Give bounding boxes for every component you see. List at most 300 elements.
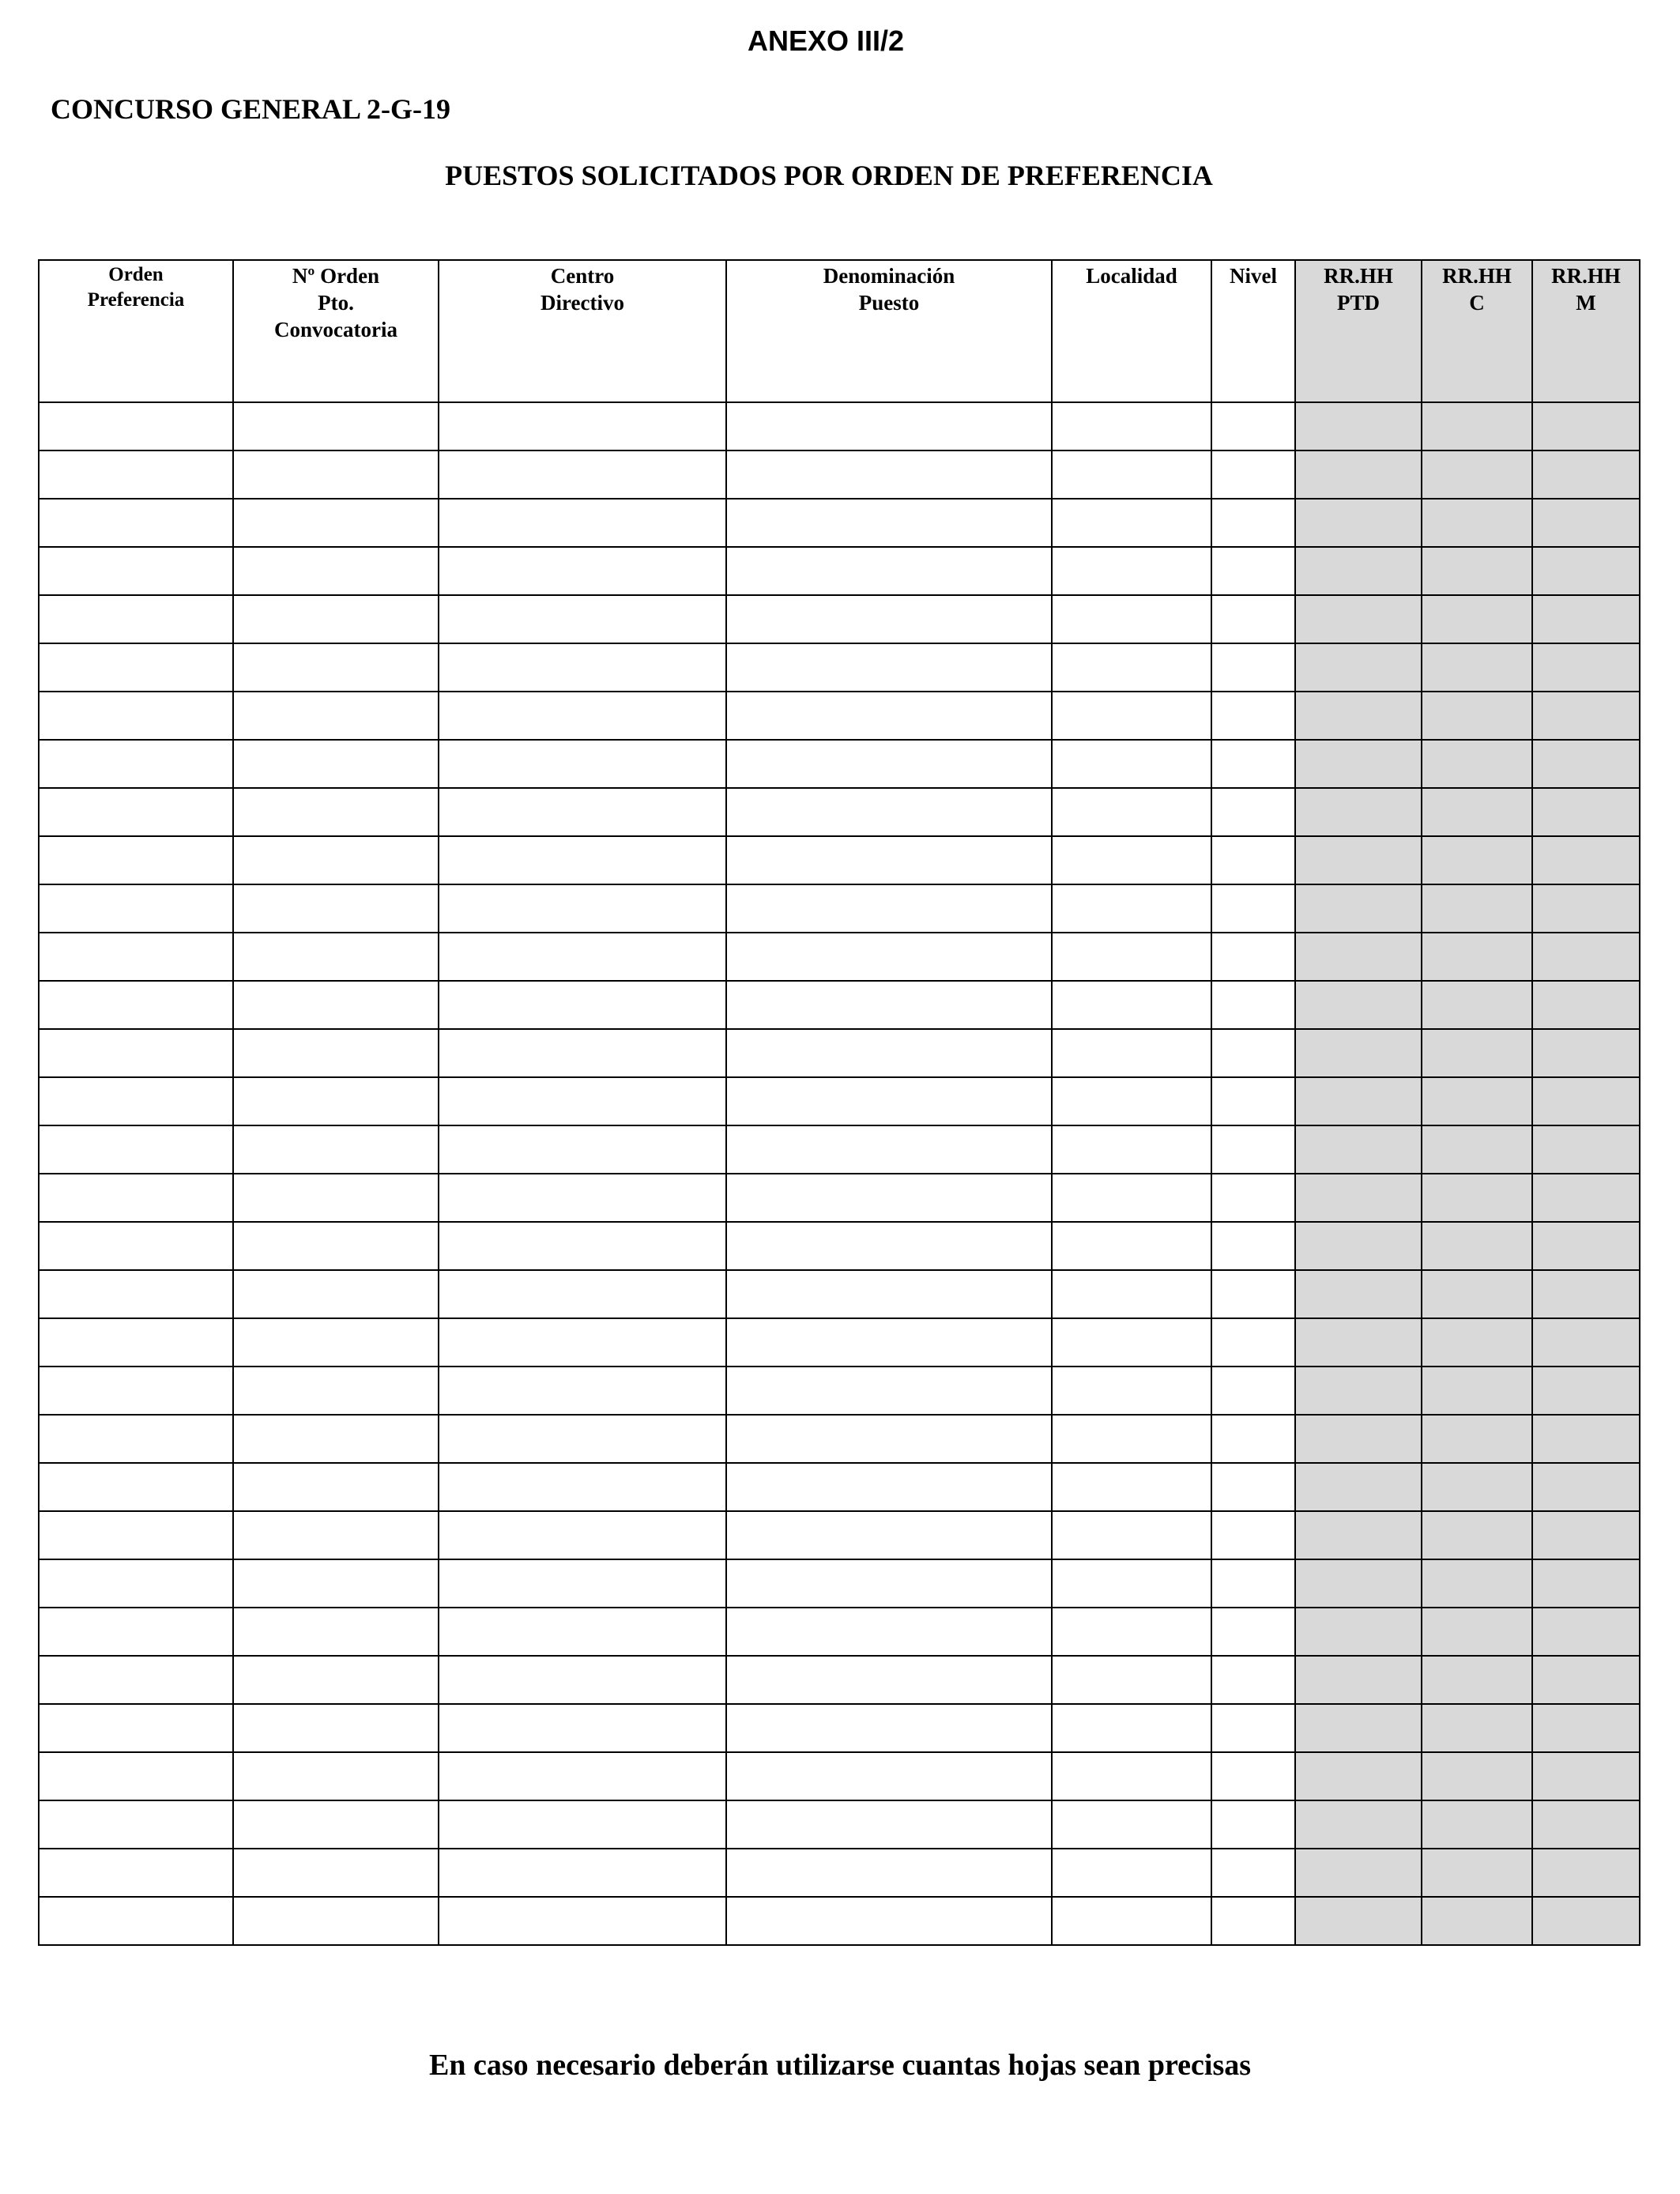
cell-orden-preferencia[interactable]: [39, 595, 233, 643]
cell-rrhh-ptd[interactable]: [1295, 1608, 1422, 1656]
cell-localidad[interactable]: [1052, 1367, 1211, 1415]
cell-localidad[interactable]: [1052, 402, 1211, 450]
cell-localidad[interactable]: [1052, 740, 1211, 788]
cell-localidad[interactable]: [1052, 981, 1211, 1029]
cell-orden-preferencia[interactable]: [39, 1511, 233, 1559]
cell-denominacion-puesto[interactable]: [726, 1318, 1052, 1367]
cell-denominacion-puesto[interactable]: [726, 595, 1052, 643]
cell-nivel[interactable]: [1211, 450, 1295, 499]
cell-rrhh-ptd[interactable]: [1295, 1125, 1422, 1174]
cell-rrhh-ptd[interactable]: [1295, 788, 1422, 836]
cell-rrhh-m[interactable]: [1532, 1897, 1640, 1945]
cell-rrhh-m[interactable]: [1532, 1318, 1640, 1367]
cell-rrhh-m[interactable]: [1532, 1608, 1640, 1656]
cell-rrhh-c[interactable]: [1422, 1752, 1532, 1800]
cell-centro-directivo[interactable]: [439, 595, 726, 643]
cell-orden-preferencia[interactable]: [39, 1849, 233, 1897]
cell-centro-directivo[interactable]: [439, 1318, 726, 1367]
cell-orden-preferencia[interactable]: [39, 1367, 233, 1415]
column-header-denominacion-puesto: Denominación Puesto: [726, 260, 1052, 402]
cell-localidad[interactable]: [1052, 788, 1211, 836]
cell-numero-orden[interactable]: [233, 1029, 439, 1077]
cell-denominacion-puesto[interactable]: [726, 1656, 1052, 1704]
cell-nivel[interactable]: [1211, 1752, 1295, 1800]
cell-rrhh-ptd[interactable]: [1295, 1800, 1422, 1849]
cell-rrhh-c[interactable]: [1422, 740, 1532, 788]
cell-orden-preferencia[interactable]: [39, 643, 233, 692]
cell-rrhh-m[interactable]: [1532, 933, 1640, 981]
cell-nivel[interactable]: [1211, 1897, 1295, 1945]
cell-denominacion-puesto[interactable]: [726, 1800, 1052, 1849]
table-row: [39, 1752, 1640, 1800]
cell-rrhh-ptd[interactable]: [1295, 402, 1422, 450]
cell-rrhh-m[interactable]: [1532, 1222, 1640, 1270]
cell-rrhh-c[interactable]: [1422, 933, 1532, 981]
cell-localidad[interactable]: [1052, 450, 1211, 499]
cell-orden-preferencia[interactable]: [39, 692, 233, 740]
cell-rrhh-ptd[interactable]: [1295, 1752, 1422, 1800]
cell-denominacion-puesto[interactable]: [726, 1125, 1052, 1174]
cell-rrhh-ptd[interactable]: [1295, 1077, 1422, 1125]
cell-centro-directivo[interactable]: [439, 1367, 726, 1415]
cell-localidad[interactable]: [1052, 547, 1211, 595]
cell-numero-orden[interactable]: [233, 1463, 439, 1511]
cell-centro-directivo[interactable]: [439, 933, 726, 981]
cell-centro-directivo[interactable]: [439, 1897, 726, 1945]
cell-denominacion-puesto[interactable]: [726, 1415, 1052, 1463]
cell-rrhh-ptd[interactable]: [1295, 643, 1422, 692]
cell-orden-preferencia[interactable]: [39, 884, 233, 933]
cell-denominacion-puesto[interactable]: [726, 692, 1052, 740]
cell-centro-directivo[interactable]: [439, 547, 726, 595]
cell-nivel[interactable]: [1211, 788, 1295, 836]
cell-localidad[interactable]: [1052, 836, 1211, 884]
cell-centro-directivo[interactable]: [439, 1125, 726, 1174]
cell-rrhh-c[interactable]: [1422, 1800, 1532, 1849]
cell-rrhh-m[interactable]: [1532, 643, 1640, 692]
cell-localidad[interactable]: [1052, 1800, 1211, 1849]
cell-nivel[interactable]: [1211, 499, 1295, 547]
cell-localidad[interactable]: [1052, 1656, 1211, 1704]
cell-centro-directivo[interactable]: [439, 1559, 726, 1608]
cell-numero-orden[interactable]: [233, 643, 439, 692]
cell-orden-preferencia[interactable]: [39, 1897, 233, 1945]
cell-localidad[interactable]: [1052, 1849, 1211, 1897]
cell-nivel[interactable]: [1211, 643, 1295, 692]
cell-orden-preferencia[interactable]: [39, 1222, 233, 1270]
cell-orden-preferencia[interactable]: [39, 1415, 233, 1463]
cell-rrhh-m[interactable]: [1532, 1367, 1640, 1415]
cell-centro-directivo[interactable]: [439, 1415, 726, 1463]
cell-rrhh-ptd[interactable]: [1295, 981, 1422, 1029]
cell-centro-directivo[interactable]: [439, 740, 726, 788]
cell-rrhh-m[interactable]: [1532, 1270, 1640, 1318]
cell-orden-preferencia[interactable]: [39, 1174, 233, 1222]
cell-rrhh-m[interactable]: [1532, 547, 1640, 595]
cell-denominacion-puesto[interactable]: [726, 788, 1052, 836]
cell-rrhh-c[interactable]: [1422, 884, 1532, 933]
cell-nivel[interactable]: [1211, 981, 1295, 1029]
cell-rrhh-c[interactable]: [1422, 450, 1532, 499]
cell-denominacion-puesto[interactable]: [726, 1608, 1052, 1656]
cell-nivel[interactable]: [1211, 884, 1295, 933]
cell-localidad[interactable]: [1052, 595, 1211, 643]
cell-localidad[interactable]: [1052, 1174, 1211, 1222]
cell-centro-directivo[interactable]: [439, 1222, 726, 1270]
cell-localidad[interactable]: [1052, 643, 1211, 692]
cell-numero-orden[interactable]: [233, 1415, 439, 1463]
cell-rrhh-m[interactable]: [1532, 1077, 1640, 1125]
cell-nivel[interactable]: [1211, 1125, 1295, 1174]
cell-denominacion-puesto[interactable]: [726, 740, 1052, 788]
table-row: [39, 1029, 1640, 1077]
cell-denominacion-puesto[interactable]: [726, 1752, 1052, 1800]
cell-rrhh-c[interactable]: [1422, 1559, 1532, 1608]
cell-rrhh-c[interactable]: [1422, 643, 1532, 692]
cell-denominacion-puesto[interactable]: [726, 1222, 1052, 1270]
cell-rrhh-ptd[interactable]: [1295, 1318, 1422, 1367]
cell-denominacion-puesto[interactable]: [726, 1077, 1052, 1125]
cell-rrhh-c[interactable]: [1422, 499, 1532, 547]
cell-rrhh-ptd[interactable]: [1295, 1511, 1422, 1559]
cell-denominacion-puesto[interactable]: [726, 981, 1052, 1029]
cell-rrhh-c[interactable]: [1422, 836, 1532, 884]
cell-localidad[interactable]: [1052, 692, 1211, 740]
cell-denominacion-puesto[interactable]: [726, 1463, 1052, 1511]
cell-nivel[interactable]: [1211, 836, 1295, 884]
cell-rrhh-c[interactable]: [1422, 1849, 1532, 1897]
cell-denominacion-puesto[interactable]: [726, 1559, 1052, 1608]
cell-localidad[interactable]: [1052, 1077, 1211, 1125]
cell-orden-preferencia[interactable]: [39, 1077, 233, 1125]
cell-centro-directivo[interactable]: [439, 1174, 726, 1222]
cell-nivel[interactable]: [1211, 1559, 1295, 1608]
cell-denominacion-puesto[interactable]: [726, 643, 1052, 692]
cell-centro-directivo[interactable]: [439, 981, 726, 1029]
cell-centro-directivo[interactable]: [439, 836, 726, 884]
cell-localidad[interactable]: [1052, 1029, 1211, 1077]
cell-denominacion-puesto[interactable]: [726, 1029, 1052, 1077]
cell-numero-orden[interactable]: [233, 1077, 439, 1125]
cell-localidad[interactable]: [1052, 1897, 1211, 1945]
cell-rrhh-ptd[interactable]: [1295, 450, 1422, 499]
cell-denominacion-puesto[interactable]: [726, 1849, 1052, 1897]
cell-orden-preferencia[interactable]: [39, 1125, 233, 1174]
cell-denominacion-puesto[interactable]: [726, 1367, 1052, 1415]
cell-localidad[interactable]: [1052, 1511, 1211, 1559]
cell-rrhh-m[interactable]: [1532, 836, 1640, 884]
cell-numero-orden[interactable]: [233, 1752, 439, 1800]
cell-rrhh-ptd[interactable]: [1295, 1849, 1422, 1897]
cell-denominacion-puesto[interactable]: [726, 1174, 1052, 1222]
cell-orden-preferencia[interactable]: [39, 1270, 233, 1318]
cell-localidad[interactable]: [1052, 1222, 1211, 1270]
cell-denominacion-puesto[interactable]: [726, 1270, 1052, 1318]
cell-rrhh-ptd[interactable]: [1295, 1174, 1422, 1222]
cell-numero-orden[interactable]: [233, 836, 439, 884]
cell-numero-orden[interactable]: [233, 1559, 439, 1608]
cell-denominacion-puesto[interactable]: [726, 450, 1052, 499]
cell-orden-preferencia[interactable]: [39, 450, 233, 499]
cell-numero-orden[interactable]: [233, 692, 439, 740]
cell-rrhh-m[interactable]: [1532, 595, 1640, 643]
cell-denominacion-puesto[interactable]: [726, 933, 1052, 981]
cell-orden-preferencia[interactable]: [39, 1704, 233, 1752]
cell-rrhh-c[interactable]: [1422, 1463, 1532, 1511]
cell-numero-orden[interactable]: [233, 1511, 439, 1559]
cell-rrhh-ptd[interactable]: [1295, 884, 1422, 933]
cell-rrhh-c[interactable]: [1422, 1318, 1532, 1367]
cell-rrhh-ptd[interactable]: [1295, 1897, 1422, 1945]
cell-rrhh-c[interactable]: [1422, 1608, 1532, 1656]
cell-nivel[interactable]: [1211, 1849, 1295, 1897]
cell-rrhh-c[interactable]: [1422, 1897, 1532, 1945]
table-row: [39, 1222, 1640, 1270]
cell-rrhh-c[interactable]: [1422, 1270, 1532, 1318]
cell-localidad[interactable]: [1052, 1125, 1211, 1174]
cell-numero-orden[interactable]: [233, 933, 439, 981]
cell-orden-preferencia[interactable]: [39, 1318, 233, 1367]
cell-denominacion-puesto[interactable]: [726, 547, 1052, 595]
cell-nivel[interactable]: [1211, 1800, 1295, 1849]
cell-nivel[interactable]: [1211, 1222, 1295, 1270]
cell-orden-preferencia[interactable]: [39, 788, 233, 836]
cell-rrhh-m[interactable]: [1532, 1752, 1640, 1800]
cell-rrhh-m[interactable]: [1532, 884, 1640, 933]
cell-rrhh-m[interactable]: [1532, 1174, 1640, 1222]
cell-numero-orden[interactable]: [233, 1800, 439, 1849]
cell-numero-orden[interactable]: [233, 1367, 439, 1415]
cell-numero-orden[interactable]: [233, 1318, 439, 1367]
cell-rrhh-ptd[interactable]: [1295, 1559, 1422, 1608]
cell-rrhh-m[interactable]: [1532, 788, 1640, 836]
cell-localidad[interactable]: [1052, 1318, 1211, 1367]
cell-centro-directivo[interactable]: [439, 692, 726, 740]
cell-rrhh-ptd[interactable]: [1295, 1415, 1422, 1463]
cell-orden-preferencia[interactable]: [39, 740, 233, 788]
cell-orden-preferencia[interactable]: [39, 1559, 233, 1608]
cell-rrhh-ptd[interactable]: [1295, 933, 1422, 981]
cell-numero-orden[interactable]: [233, 1608, 439, 1656]
cell-nivel[interactable]: [1211, 740, 1295, 788]
cell-denominacion-puesto[interactable]: [726, 1704, 1052, 1752]
cell-rrhh-c[interactable]: [1422, 547, 1532, 595]
cell-rrhh-c[interactable]: [1422, 1174, 1532, 1222]
column-header-rrhh-ptd: RR.HH PTD: [1295, 260, 1422, 402]
cell-centro-directivo[interactable]: [439, 1029, 726, 1077]
cell-orden-preferencia[interactable]: [39, 499, 233, 547]
cell-rrhh-c[interactable]: [1422, 1511, 1532, 1559]
cell-rrhh-c[interactable]: [1422, 1125, 1532, 1174]
cell-numero-orden[interactable]: [233, 788, 439, 836]
cell-orden-preferencia[interactable]: [39, 836, 233, 884]
cell-numero-orden[interactable]: [233, 981, 439, 1029]
cell-rrhh-m[interactable]: [1532, 1511, 1640, 1559]
cell-centro-directivo[interactable]: [439, 1656, 726, 1704]
cell-rrhh-c[interactable]: [1422, 595, 1532, 643]
cell-nivel[interactable]: [1211, 1270, 1295, 1318]
cell-rrhh-c[interactable]: [1422, 1222, 1532, 1270]
cell-localidad[interactable]: [1052, 933, 1211, 981]
cell-rrhh-m[interactable]: [1532, 1559, 1640, 1608]
cell-rrhh-c[interactable]: [1422, 1029, 1532, 1077]
cell-rrhh-ptd[interactable]: [1295, 1367, 1422, 1415]
cell-nivel[interactable]: [1211, 1077, 1295, 1125]
cell-orden-preferencia[interactable]: [39, 547, 233, 595]
cell-rrhh-ptd[interactable]: [1295, 740, 1422, 788]
cell-rrhh-m[interactable]: [1532, 1704, 1640, 1752]
cell-numero-orden[interactable]: [233, 1849, 439, 1897]
cell-rrhh-c[interactable]: [1422, 1367, 1532, 1415]
cell-nivel[interactable]: [1211, 692, 1295, 740]
table-row: [39, 1608, 1640, 1656]
cell-numero-orden[interactable]: [233, 1222, 439, 1270]
cell-rrhh-c[interactable]: [1422, 981, 1532, 1029]
cell-rrhh-c[interactable]: [1422, 1077, 1532, 1125]
cell-nivel[interactable]: [1211, 1704, 1295, 1752]
cell-orden-preferencia[interactable]: [39, 1029, 233, 1077]
cell-rrhh-m[interactable]: [1532, 402, 1640, 450]
cell-nivel[interactable]: [1211, 1174, 1295, 1222]
cell-nivel[interactable]: [1211, 1463, 1295, 1511]
cell-centro-directivo[interactable]: [439, 1511, 726, 1559]
cell-denominacion-puesto[interactable]: [726, 884, 1052, 933]
cell-numero-orden[interactable]: [233, 1897, 439, 1945]
cell-denominacion-puesto[interactable]: [726, 1897, 1052, 1945]
cell-rrhh-m[interactable]: [1532, 450, 1640, 499]
cell-orden-preferencia[interactable]: [39, 1656, 233, 1704]
cell-rrhh-m[interactable]: [1532, 1415, 1640, 1463]
cell-numero-orden[interactable]: [233, 547, 439, 595]
cell-rrhh-m[interactable]: [1532, 1656, 1640, 1704]
cell-rrhh-m[interactable]: [1532, 1029, 1640, 1077]
cell-rrhh-ptd[interactable]: [1295, 692, 1422, 740]
cell-orden-preferencia[interactable]: [39, 402, 233, 450]
cell-centro-directivo[interactable]: [439, 884, 726, 933]
cell-rrhh-m[interactable]: [1532, 740, 1640, 788]
cell-rrhh-m[interactable]: [1532, 1800, 1640, 1849]
cell-centro-directivo[interactable]: [439, 1608, 726, 1656]
cell-numero-orden[interactable]: [233, 402, 439, 450]
cell-rrhh-c[interactable]: [1422, 402, 1532, 450]
table-row: [39, 788, 1640, 836]
cell-denominacion-puesto[interactable]: [726, 1511, 1052, 1559]
cell-centro-directivo[interactable]: [439, 1752, 726, 1800]
cell-numero-orden[interactable]: [233, 1704, 439, 1752]
cell-numero-orden[interactable]: [233, 499, 439, 547]
cell-localidad[interactable]: [1052, 1752, 1211, 1800]
cell-nivel[interactable]: [1211, 595, 1295, 643]
cell-nivel[interactable]: [1211, 1367, 1295, 1415]
cell-nivel[interactable]: [1211, 1608, 1295, 1656]
cell-nivel[interactable]: [1211, 547, 1295, 595]
cell-rrhh-c[interactable]: [1422, 1415, 1532, 1463]
cell-rrhh-m[interactable]: [1532, 981, 1640, 1029]
table-row: [39, 1270, 1640, 1318]
cell-centro-directivo[interactable]: [439, 1849, 726, 1897]
cell-numero-orden[interactable]: [233, 884, 439, 933]
cell-orden-preferencia[interactable]: [39, 933, 233, 981]
cell-rrhh-ptd[interactable]: [1295, 595, 1422, 643]
cell-numero-orden[interactable]: [233, 595, 439, 643]
cell-denominacion-puesto[interactable]: [726, 402, 1052, 450]
cell-rrhh-c[interactable]: [1422, 692, 1532, 740]
cell-centro-directivo[interactable]: [439, 1800, 726, 1849]
cell-orden-preferencia[interactable]: [39, 1800, 233, 1849]
cell-centro-directivo[interactable]: [439, 1704, 726, 1752]
cell-orden-preferencia[interactable]: [39, 1752, 233, 1800]
cell-centro-directivo[interactable]: [439, 788, 726, 836]
cell-rrhh-ptd[interactable]: [1295, 1222, 1422, 1270]
cell-rrhh-ptd[interactable]: [1295, 1270, 1422, 1318]
cell-centro-directivo[interactable]: [439, 402, 726, 450]
cell-centro-directivo[interactable]: [439, 450, 726, 499]
table-row: [39, 933, 1640, 981]
cell-localidad[interactable]: [1052, 1415, 1211, 1463]
cell-nivel[interactable]: [1211, 1656, 1295, 1704]
cell-denominacion-puesto[interactable]: [726, 499, 1052, 547]
cell-numero-orden[interactable]: [233, 1270, 439, 1318]
cell-nivel[interactable]: [1211, 933, 1295, 981]
cell-localidad[interactable]: [1052, 884, 1211, 933]
cell-centro-directivo[interactable]: [439, 499, 726, 547]
cell-nivel[interactable]: [1211, 1029, 1295, 1077]
cell-rrhh-m[interactable]: [1532, 1463, 1640, 1511]
cell-centro-directivo[interactable]: [439, 1077, 726, 1125]
cell-numero-orden[interactable]: [233, 1656, 439, 1704]
cell-rrhh-m[interactable]: [1532, 692, 1640, 740]
cell-localidad[interactable]: [1052, 1559, 1211, 1608]
cell-rrhh-c[interactable]: [1422, 788, 1532, 836]
cell-centro-directivo[interactable]: [439, 643, 726, 692]
cell-localidad[interactable]: [1052, 499, 1211, 547]
cell-centro-directivo[interactable]: [439, 1270, 726, 1318]
cell-rrhh-c[interactable]: [1422, 1656, 1532, 1704]
cell-centro-directivo[interactable]: [439, 1463, 726, 1511]
cell-nivel[interactable]: [1211, 402, 1295, 450]
cell-rrhh-ptd[interactable]: [1295, 836, 1422, 884]
cell-nivel[interactable]: [1211, 1415, 1295, 1463]
cell-rrhh-ptd[interactable]: [1295, 1704, 1422, 1752]
cell-numero-orden[interactable]: [233, 450, 439, 499]
cell-orden-preferencia[interactable]: [39, 981, 233, 1029]
cell-rrhh-c[interactable]: [1422, 1704, 1532, 1752]
cell-numero-orden[interactable]: [233, 740, 439, 788]
cell-rrhh-m[interactable]: [1532, 1125, 1640, 1174]
cell-numero-orden[interactable]: [233, 1125, 439, 1174]
cell-rrhh-ptd[interactable]: [1295, 1656, 1422, 1704]
cell-rrhh-ptd[interactable]: [1295, 547, 1422, 595]
cell-denominacion-puesto[interactable]: [726, 836, 1052, 884]
cell-localidad[interactable]: [1052, 1270, 1211, 1318]
cell-rrhh-ptd[interactable]: [1295, 499, 1422, 547]
cell-nivel[interactable]: [1211, 1318, 1295, 1367]
column-header-numero-orden: Nº Orden Pto. Convocatoria: [233, 260, 439, 402]
cell-rrhh-m[interactable]: [1532, 499, 1640, 547]
cell-orden-preferencia[interactable]: [39, 1608, 233, 1656]
cell-rrhh-ptd[interactable]: [1295, 1463, 1422, 1511]
cell-localidad[interactable]: [1052, 1608, 1211, 1656]
cell-rrhh-m[interactable]: [1532, 1849, 1640, 1897]
cell-localidad[interactable]: [1052, 1704, 1211, 1752]
cell-nivel[interactable]: [1211, 1511, 1295, 1559]
table-row: [39, 1463, 1640, 1511]
cell-numero-orden[interactable]: [233, 1174, 439, 1222]
table-row: [39, 450, 1640, 499]
cell-orden-preferencia[interactable]: [39, 1463, 233, 1511]
cell-rrhh-ptd[interactable]: [1295, 1029, 1422, 1077]
cell-localidad[interactable]: [1052, 1463, 1211, 1511]
